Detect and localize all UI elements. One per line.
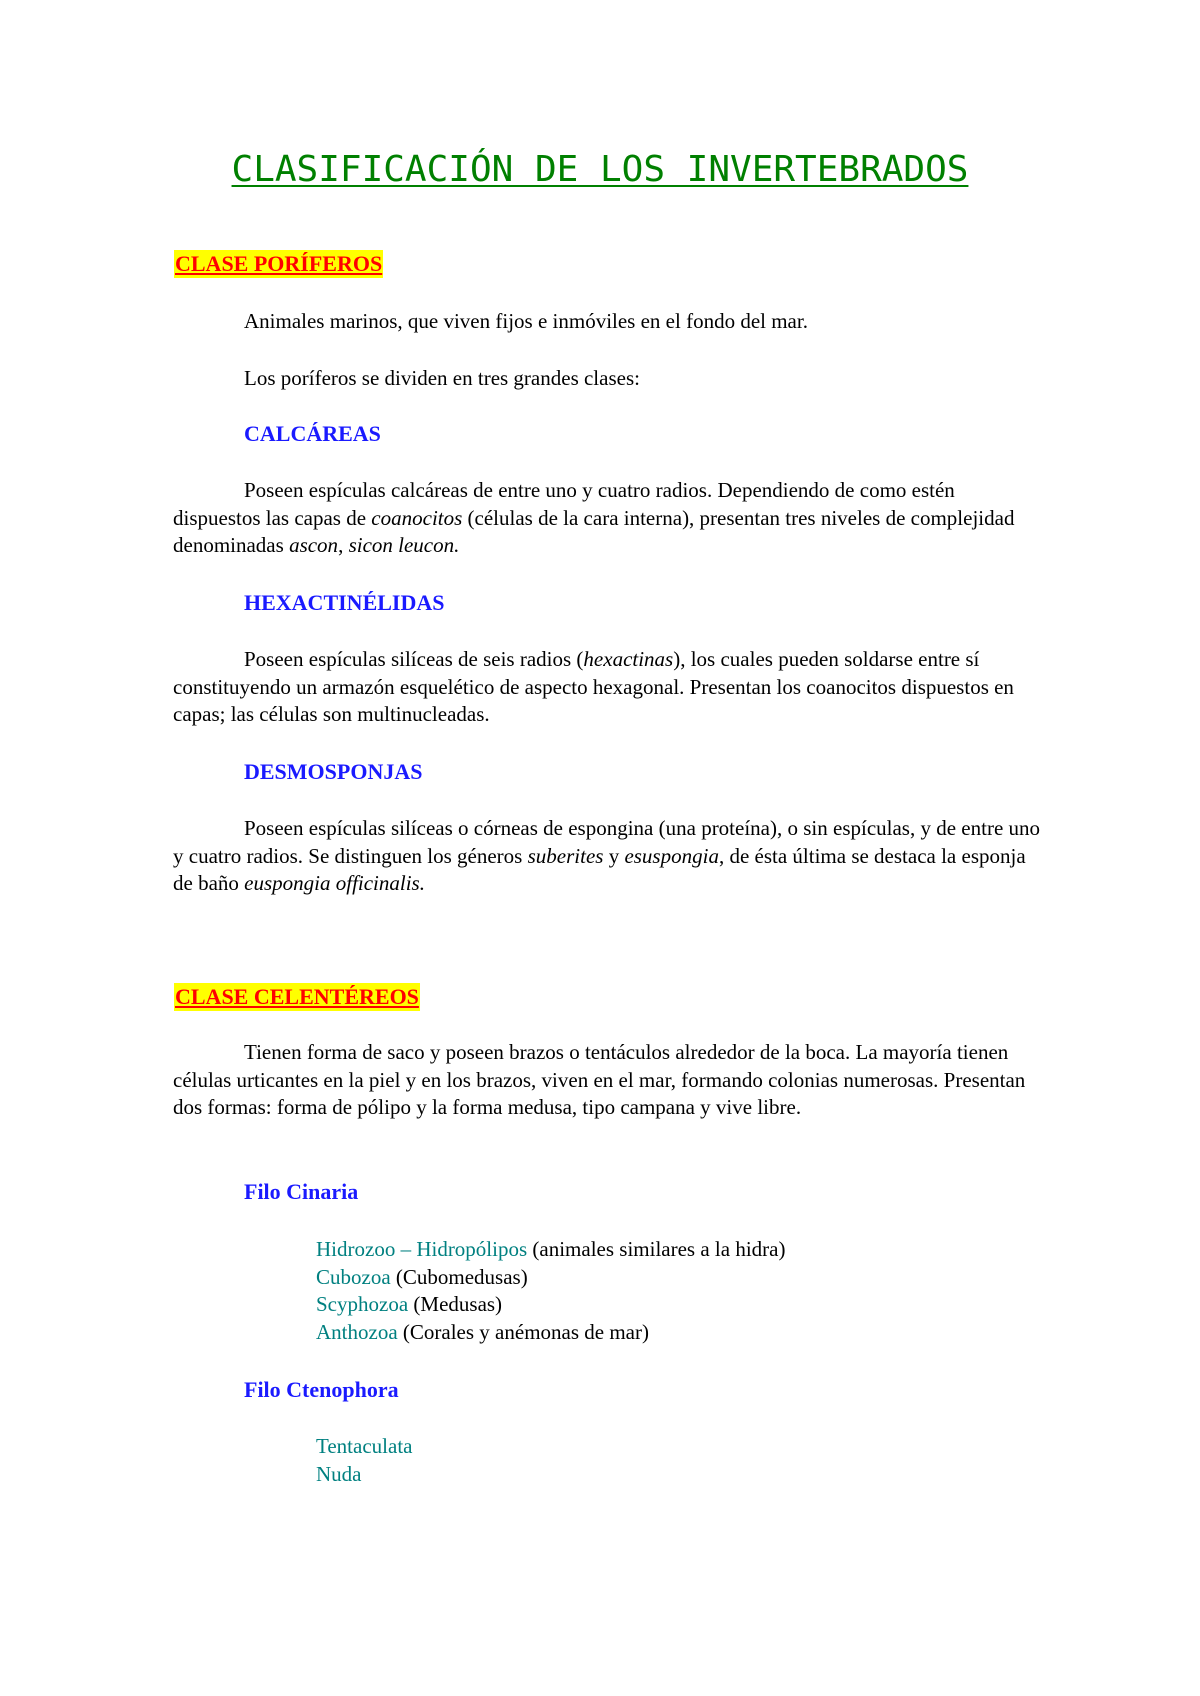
poriferos-intro-line-1: Animales marinos, que viven fijos e inmóviles en el fondo del mar. xyxy=(244,309,808,333)
taxon-desc: (Corales y anémonas de mar) xyxy=(397,1319,649,1344)
list-item xyxy=(316,1319,785,1347)
list-item xyxy=(316,1291,785,1319)
italic-term: coanocitos xyxy=(371,505,463,530)
heading-filo-ctenophora: Filo Ctenophora xyxy=(244,1377,399,1402)
taxon-desc: (Medusas) xyxy=(408,1292,503,1316)
taxon-desc: (Cubomedusas) xyxy=(390,1264,528,1289)
list-item: Nuda xyxy=(316,1461,362,1486)
list-item: Tentaculata xyxy=(316,1434,413,1458)
taxon-name: Anthozoa xyxy=(316,1319,398,1344)
taxon-name: Cubozoa xyxy=(316,1264,391,1289)
list-item xyxy=(316,1264,785,1292)
heading-clase-celentereos: CLASE CELENTÉREOS xyxy=(175,984,419,1009)
italic-term: esuspongia xyxy=(624,843,719,868)
text-span: (células de la cara interna), presentan tres niveles de complejidad denominadas xyxy=(173,505,1015,557)
text-span: Poseen espículas silíceas de seis radios ( xyxy=(244,647,584,671)
taxon-desc: (animales similares a la hidra) xyxy=(527,1237,786,1261)
heading-clase-poriferos: CLASE PORÍFEROS xyxy=(175,251,383,276)
text-span: Poseen espículas calcáreas de entre uno y cuatro radios. Dependiendo de como estén dispuestos las capas de xyxy=(173,478,955,530)
heading-filo-cinaria: Filo Cinaria xyxy=(244,1179,359,1204)
text-span: ), los cuales pueden soldarse entre sí constituyendo un armazón esquelético de aspecto hexagonal. Presentan los coanocitos dispuestos en capas; las células son multinucleadas. xyxy=(173,647,1014,726)
italic-term: suberites xyxy=(527,843,604,868)
italic-term: hexactinas xyxy=(583,647,674,671)
text-span: , xyxy=(338,533,349,557)
heading-calcareas: CALCÁREAS xyxy=(244,421,381,446)
text-span: , de ésta última se destaca la esponja de baño xyxy=(173,843,1026,895)
italic-term: euspongia officinalis. xyxy=(244,871,425,895)
calcareas-paragraph xyxy=(173,477,1043,560)
heading-desmosponjas: DESMOSPONJAS xyxy=(244,759,423,784)
ctenophora-list xyxy=(316,1433,412,1488)
heading-hexactinelidas: HEXACTINÉLIDAS xyxy=(244,590,445,615)
text-span: y xyxy=(603,843,625,868)
poriferos-intro-line-2: Los poríferos se dividen en tres grandes clases: xyxy=(244,366,640,390)
taxon-name: Scyphozoa xyxy=(316,1292,409,1316)
cinaria-list xyxy=(316,1236,785,1346)
italic-term: ascon xyxy=(289,533,339,557)
desmosponjas-paragraph xyxy=(173,815,1043,898)
list-item xyxy=(316,1236,785,1264)
celentereos-paragraph: Tienen forma de saco y poseen brazos o tentáculos alrededor de la boca. La mayoría tienen células urticantes en la piel y en los brazos, viven en el mar, formando colonias numerosas. Presentan dos formas: forma de pólipo y la forma medusa, tipo campana y vive libre. xyxy=(173,1040,1026,1119)
page-title: CLASIFICACIÓN DE LOS INVERTEBRADOS xyxy=(231,149,969,190)
italic-term: sicon leucon. xyxy=(348,533,460,557)
taxon-name: Hidrozoo – Hidropólipos xyxy=(316,1237,528,1261)
hexactinelidas-paragraph xyxy=(173,646,1043,729)
text-span: Poseen espículas silíceas o córneas de espongina (una proteína), o sin espículas, y de entre uno y cuatro radios. Se distinguen los géneros xyxy=(173,816,1041,868)
